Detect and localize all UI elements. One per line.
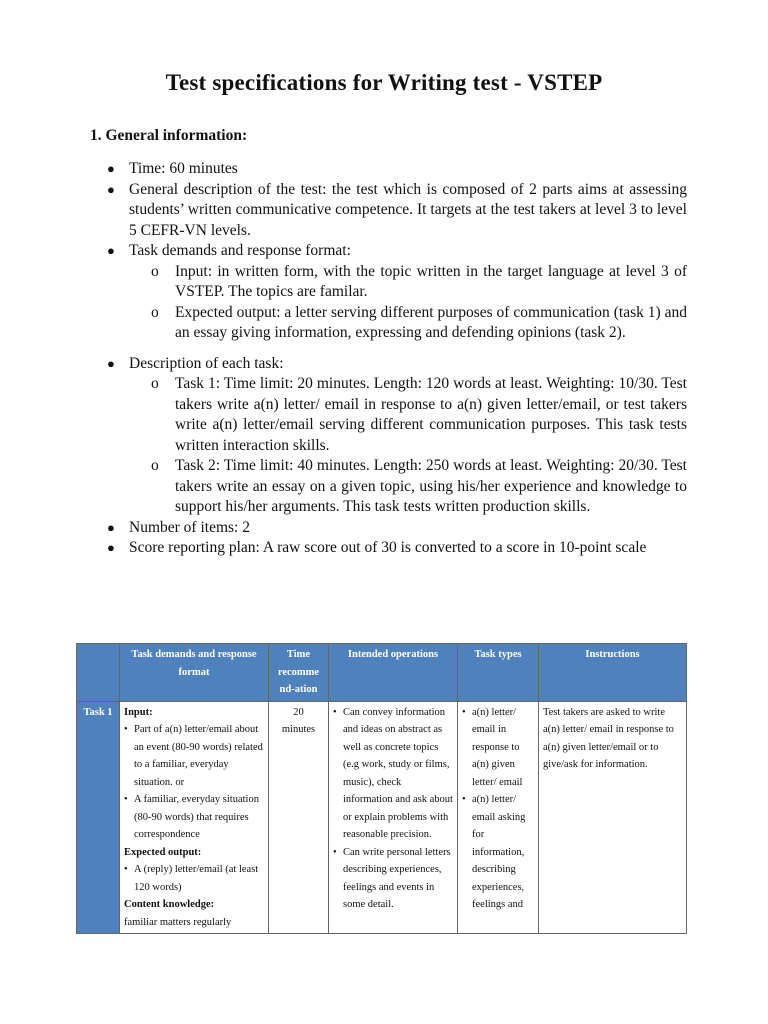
- bullet-score-reporting: ● Score reporting plan: A raw score out of 30 is converted to a score in 10-point scale: [105, 538, 687, 559]
- bullet-general-description: ● General description of the test: the test which is composed of 2 parts aims at assessing students’ written communicative competence. It targets at the test takers at level 3 to level 5 CEFR-VN levels.: [107, 180, 687, 239]
- bullet-task-demands: ● Task demands and response format:: [105, 241, 687, 262]
- sub-bullet-input: o Input: in written form, with the topic written in the target language at level 3 of VSTEP. The topics are familar.: [151, 262, 687, 300]
- task1-label: Task 1: [77, 701, 120, 934]
- bullet-icon: ●: [107, 161, 115, 176]
- expected-output-label: Expected output:: [124, 846, 202, 858]
- bullet-icon: •: [462, 706, 466, 718]
- bullet-icon: ●: [107, 355, 115, 371]
- table-row: [77, 701, 687, 934]
- operation-item: • Can write personal letters describing experiences, feelings and events in some detail.: [333, 844, 453, 914]
- bullet-icon: •: [462, 794, 466, 805]
- circle-bullet-icon: o: [151, 303, 159, 321]
- bullet-description: ● Description of each task:: [105, 354, 687, 375]
- task1-operations-cell: [329, 701, 458, 934]
- task1-time-cell: [269, 701, 329, 934]
- sub-bullet-task2: o Task 2: Time limit: 40 minutes. Length: 250 words at least. Weighting: 20/30. Test takers write an essay on a given topic, using his/her experience and knowledge to support his/her arguments. This task tests written production skills.: [151, 457, 687, 515]
- circle-bullet-icon: o: [151, 262, 159, 280]
- bullet-icon: •: [124, 724, 128, 735]
- task1-types-cell: [458, 701, 539, 934]
- content-knowledge-label: Content knowledge:: [124, 899, 215, 910]
- bullet-icon: ●: [107, 243, 115, 258]
- table-header-row: [77, 644, 687, 702]
- spec-table: [76, 643, 687, 934]
- document-title: Test specifications for Writing test - VSTEP: [165, 70, 603, 95]
- circle-bullet-icon: o: [151, 457, 159, 474]
- output-item: • A (reply) letter/email (at least 120 words): [124, 861, 264, 896]
- operation-item: • Can convey information and ideas on abstract as well as concrete topics (e.g work, study or films, music), check information and ask about or explain problems with reasonable precision.: [333, 704, 453, 844]
- header-operations: Intended operations: [329, 644, 458, 702]
- bullet-icon: •: [333, 846, 337, 858]
- section-heading-general: 1. General information:: [90, 127, 248, 144]
- task-type-item: • a(n) letter/ email asking for information, describing experiences, feelings and: [462, 791, 534, 914]
- bullet-time: ● Time: 60 minutes: [105, 159, 687, 180]
- bullet-icon: •: [124, 794, 128, 805]
- sub-bullet-expected-output: o Expected output: a letter serving different purposes of communication (task 1) and an essay giving information, expressing and defending opinions (task 2).: [151, 303, 687, 341]
- content-knowledge-text: familiar matters regularly: [124, 916, 232, 928]
- bullet-icon: ●: [107, 519, 115, 535]
- task-type-item: • a(n) letter/ email in response to a(n) given letter/ email: [462, 704, 534, 792]
- header-task-types: Task types: [458, 644, 539, 702]
- input-item: • A familiar, everyday situation (80-90 words) that requires correspondence: [124, 791, 264, 844]
- header-instructions: Instructions: [539, 644, 687, 702]
- bullet-icon: ●: [107, 181, 115, 197]
- time-value: 20: [293, 706, 304, 718]
- bullet-number-of-items: ● Number of items: 2: [105, 518, 687, 539]
- bullet-icon: •: [333, 706, 337, 718]
- task1-instructions-cell: Test takers are asked to write a(n) letter/ email in response to a(n) given letter/email or to give/ask for information.: [539, 701, 687, 934]
- circle-bullet-icon: o: [151, 375, 159, 392]
- header-task-demands: Task demands and response format: [120, 644, 269, 702]
- task1-demands-cell: [120, 701, 269, 934]
- sub-bullet-task1: o Task 1: Time limit: 20 minutes. Length: 120 words at least. Weighting: 10/30. Test takers write a(n) letter/ email in response to a(n) given letter/email, or test takers write a(n) letter/email serving different communication purposes. This task tests written interaction skills.: [151, 375, 687, 454]
- general-info-list: [105, 159, 687, 559]
- time-unit: minutes: [281, 724, 316, 735]
- input-label: Input:: [124, 706, 153, 718]
- bullet-icon: ●: [107, 540, 115, 555]
- header-time: Time recomme nd-ation: [269, 644, 329, 702]
- bullet-icon: •: [124, 864, 128, 875]
- header-empty: [77, 644, 120, 702]
- input-item: • Part of a(n) letter/email about an event (80-90 words) related to a familiar, everyday situation. or: [124, 721, 264, 791]
